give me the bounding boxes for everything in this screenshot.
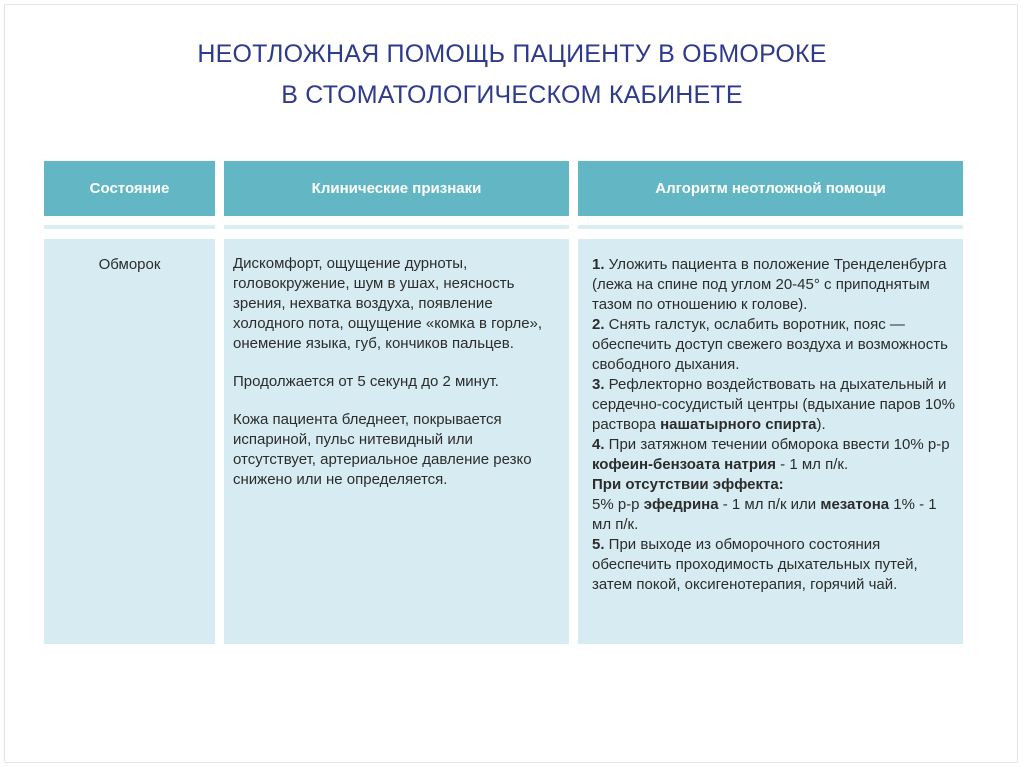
title-line-1: НЕОТЛОЖНАЯ ПОМОЩЬ ПАЦИЕНТУ В ОБМОРОКЕ [197, 40, 827, 68]
algorithm-step-5: 5. При выходе из обморочного состояния обеспечить проходимость дыхательных путей, затем покой, оксигенотерапия, горячий чай. [592, 536, 918, 593]
separator-strip [578, 225, 963, 229]
algorithm-step-2: 2. Снять галстук, ослабить воротник, пояс — обеспечить доступ свежего воздуха и возможность свободного дыхания. [592, 316, 948, 373]
signs-paragraph-3: Кожа пациента бледнеет, покрывается испариной, пульс нитевидный или отсутствует, артериальное давление резко снижено или не определяется. [233, 411, 532, 488]
signs-paragraph-1: Дискомфорт, ощущение дурноты, головокружение, шум в ушах, неясность зрения, нехватка воздуха, появление холодного пота, ощущение «комка в горле», онемение языка, губ, кончиков пальцев. [233, 255, 543, 352]
algorithm-step-3: 3. Рефлекторно воздействовать на дыхательный и сердечно-сосудистый центры (вдыхание паров 10% раствора нашатырного спирта). [592, 376, 955, 433]
condition-text: Обморок [98, 256, 161, 273]
header-algorithm: Алгоритм неотложной помощи [578, 161, 963, 216]
cell-algorithm [578, 239, 963, 644]
algorithm-step-4: 4. При затяжном течении обморока ввести 10% р-р кофеин-бензоата натрия - 1 мл п/к. [592, 436, 950, 473]
cell-clinical-signs [224, 239, 569, 644]
algorithm-step-4b: 5% р-р эфедрина - 1 мл п/к или мезатона 1% - 1 мл п/к. [592, 496, 937, 533]
cell-condition [44, 239, 215, 644]
header-clinical-signs: Клинические признаки [224, 161, 569, 216]
page-title [0, 34, 1024, 116]
algorithm-step-1: 1. Уложить пациента в положение Тренделенбурга (лежа на спине под углом 20-45° с приподнятым тазом по отношению к голове). [592, 256, 947, 313]
signs-paragraph-2: Продолжается от 5 секунд до 2 минут. [233, 373, 499, 390]
title-line-2: В СТОМАТОЛОГИЧЕСКОМ КАБИНЕТЕ [281, 81, 743, 109]
header-condition: Состояние [44, 161, 215, 216]
algorithm-no-effect-heading: При отсутствии эффекта: [592, 476, 784, 493]
separator-strip [44, 225, 215, 229]
separator-strip [224, 225, 569, 229]
